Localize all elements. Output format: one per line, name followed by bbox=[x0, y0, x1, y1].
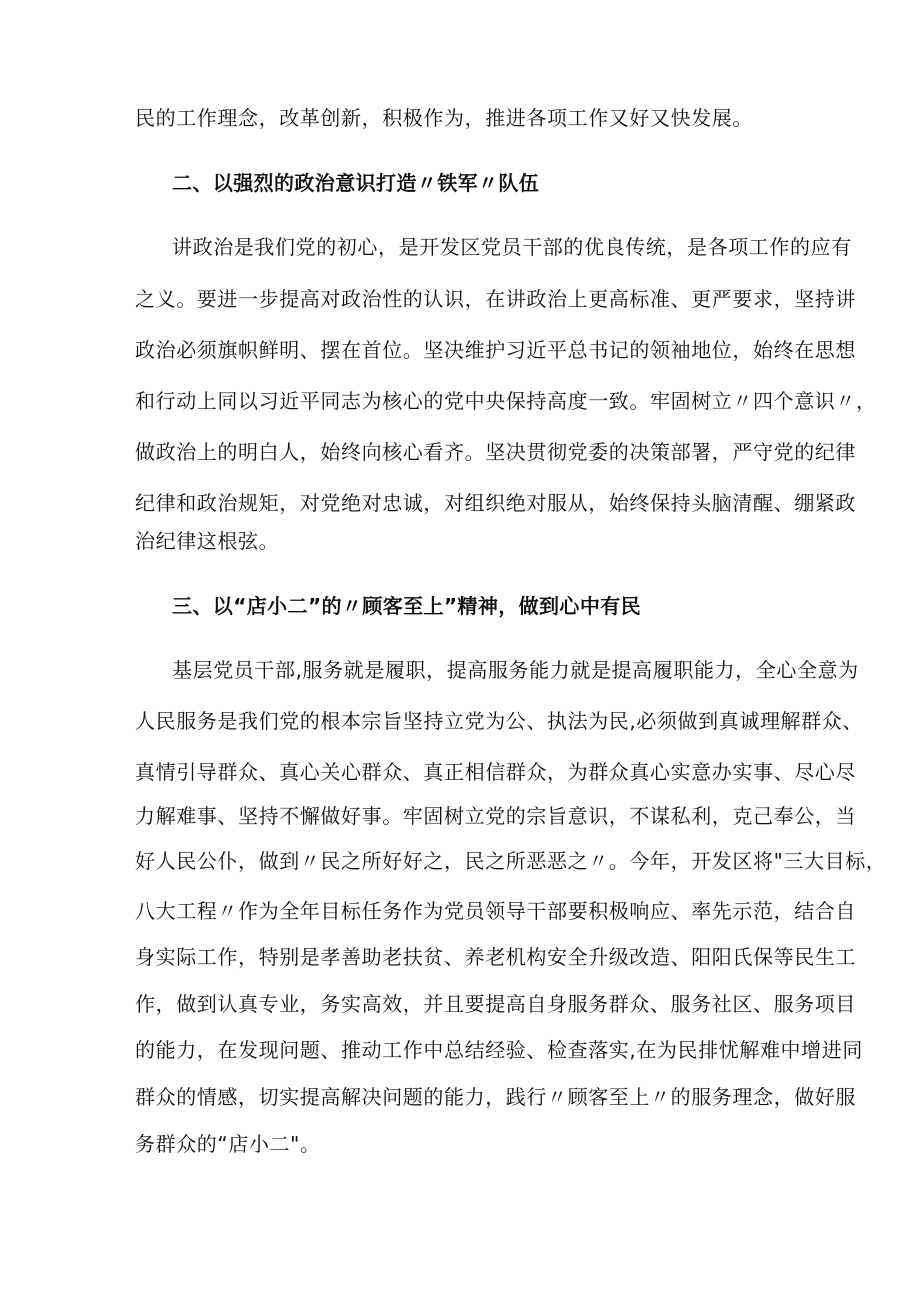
paragraph-line: 纪律和政治规矩，对党绝对忠诚，对组织绝对服从，始终保持头脑清醒、绷紧政 bbox=[135, 491, 856, 515]
paragraph-line: 人民服务是我们党的根本宗旨坚持立党为公、执法为民,必须做到真诚理解群众、 bbox=[135, 709, 863, 733]
paragraph-line: 和行动上同以习近平同志为核心的党中央保持高度一致。牢固树立〃四个意识〃， bbox=[135, 389, 877, 413]
paragraph-line: 力解难事、坚持不懈做好事。牢固树立党的宗旨意识，不谋私利，克己奉公，当 bbox=[135, 804, 856, 828]
paragraph-line: 的能力，在发现问题、推动工作中总结经验、检查落实,在为民排忧解难中增进同 bbox=[135, 1038, 863, 1062]
paragraph-line: 真情引导群众、真心关心群众、真正相信群众，为群众真心实意办实事、尽心尽 bbox=[135, 760, 856, 784]
paragraph-line: 基层党员干部,服务就是履职，提高服务能力就是提高履职能力，全心全意为 bbox=[172, 658, 859, 682]
paragraph-line: 讲政治是我们党的初心，是开发区党员干部的优良传统，是各项工作的应有 bbox=[172, 235, 852, 259]
paragraph-line: 好人民公仆，做到〃民之所好好之，民之所恶恶之〃。今年，开发区将"三大目标， bbox=[135, 849, 887, 873]
paragraph-line: 之义。要进一步提高对政治性的认识，在讲政治上更高标准、更严要求，坚持讲 bbox=[135, 287, 856, 311]
paragraph-line: 民的工作理念，改革创新，积极作为，推进各项工作又好又快发展。 bbox=[135, 106, 753, 130]
section-heading: 三、以“店小二”的〃顾客至上”精神，做到心中有民 bbox=[172, 594, 642, 618]
section-heading: 二、以强烈的政治意识打造〃铁军〃队伍 bbox=[172, 171, 540, 195]
paragraph-line: 八大工程〃作为全年目标任务作为党员领导干部要积极响应、率先示范，结合自 bbox=[135, 899, 856, 923]
paragraph-line: 作，做到认真专业，务实高效，并且要提高自身服务群众、服务社区、服务项目 bbox=[135, 992, 856, 1016]
paragraph-line: 做政治上的明白人，始终向核心看齐。坚决贯彻党委的决策部署，严守党的纪律 bbox=[135, 440, 856, 464]
paragraph-line: 治纪律这根弦。 bbox=[135, 529, 280, 553]
paragraph-line: 身实际工作，特别是孝善助老扶贫、养老机构安全升级改造、阳阳氏保等民生工 bbox=[135, 945, 856, 969]
paragraph-line: 务群众的“店小二"。 bbox=[135, 1132, 321, 1156]
paragraph-line: 群众的情感，切实提高解决问题的能力，践行〃顾客至上〃的服务理念，做好服 bbox=[135, 1085, 856, 1109]
paragraph-line: 政治必须旗帜鲜明、摆在首位。坚决维护习近平总书记的领袖地位，始终在思想 bbox=[135, 338, 856, 362]
